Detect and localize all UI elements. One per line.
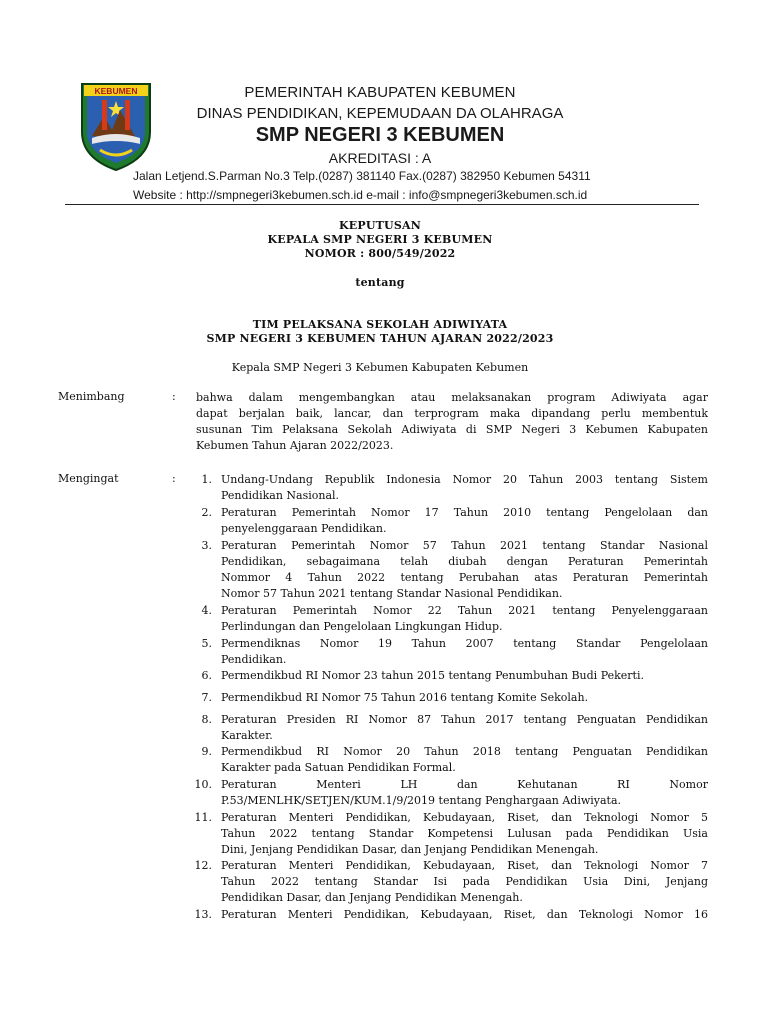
item-line: Pendidikan Nasional.: [221, 489, 340, 502]
item-number: 1.: [201, 473, 212, 486]
item-line: Karakter.: [221, 729, 273, 742]
menimbang-colon: :: [172, 390, 176, 403]
item-line: Permendikbud RI Nomor 75 Tahun 2016 tentang Komite Sekolah.: [221, 691, 589, 704]
item-line: Permendikbud RI Nomor 23 tahun 2015 tentang Penumbuhan Budi Pekerti.: [221, 669, 644, 682]
item-line: Pendidikan.: [221, 653, 287, 666]
item-line: Nomor 57 Tahun 2021 tentang Standar Nasional Pendidikan.: [221, 587, 563, 600]
letterhead-accreditation: AKREDITASI : A: [328, 150, 432, 166]
menimbang-paragraph: [196, 390, 708, 454]
item-line: Pendidikan, sebagaimana telah diubah dengan Peraturan Pemerintah: [221, 555, 708, 568]
item-line: Tahun 2022 tentang Standar Kompetensi Lulusan pada Pendidikan Usia: [221, 827, 708, 840]
decree-subject-line1: TIM PELAKSANA SEKOLAH ADIWIYATA: [252, 318, 508, 331]
item-line: Peraturan Menteri LH dan Kehutanan RI Nomor: [221, 778, 708, 791]
item-line: Peraturan Menteri Pendidikan, Kebudayaan, Riset, dan Teknologi Nomor 7: [221, 859, 708, 872]
letterhead-department: DINAS PENDIDIKAN, KEPEMUDAAN DA OLAHRAGA: [196, 105, 564, 122]
item-number: 4.: [201, 604, 212, 617]
decree-issuer-statement: Kepala SMP Negeri 3 Kebumen Kabupaten Kebumen: [231, 361, 529, 374]
item-number: 7.: [201, 691, 212, 704]
decree-heading: KEPUTUSAN: [339, 219, 421, 232]
kebumen-crest-logo: [78, 80, 154, 172]
letterhead-address: Jalan Letjend.S.Parman No.3 Telp.(0287) 381140 Fax.(0287) 382950 Kebumen 54311: [133, 169, 591, 183]
menimbang-line: susunan Tim Pelaksana Sekolah Adiwiyata di SMP Negeri 3 Kebumen Kabupaten: [196, 423, 708, 436]
item-line: Nommor 4 Tahun 2022 tentang Perubahan atas Peraturan Pemerintah: [221, 571, 708, 584]
decree-subject-line2: SMP NEGERI 3 KEBUMEN TAHUN AJARAN 2022/2023: [206, 332, 554, 345]
item-number: 12.: [194, 859, 212, 872]
item-line: Peraturan Pemerintah Nomor 57 Tahun 2021 tentang Standar Nasional: [221, 539, 708, 552]
item-number: 11.: [194, 811, 212, 824]
item-line: penyelenggaraan Pendidikan.: [221, 522, 387, 535]
item-line: Peraturan Pemerintah Nomor 22 Tahun 2021 tentang Penyelenggaraan: [221, 604, 708, 617]
item-number: 13.: [194, 908, 212, 921]
item-line: Undang-Undang Republik Indonesia Nomor 20 Tahun 2003 tentang Sistem: [221, 473, 708, 486]
item-line: Peraturan Menteri Pendidikan, Kebudayaan, Riset, dan Teknologi Nomor 16: [221, 908, 708, 921]
item-line: Peraturan Presiden RI Nomor 87 Tahun 2017 tentang Penguatan Pendidikan: [221, 713, 708, 726]
item-line: P.53/MENLHK/SETJEN/KUM.1/9/2019 tentang Penghargaan Adiwiyata.: [221, 794, 622, 807]
letterhead-school-name: SMP NEGERI 3 KEBUMEN: [255, 124, 505, 146]
decree-tentang: tentang: [355, 276, 405, 289]
item-line: Perlindungan dan Pengelolaan Lingkungan Hidup.: [221, 620, 503, 633]
logo-text: KEBUMEN: [94, 86, 138, 96]
item-line: Tahun 2022 tentang Standar Isi pada Pendidikan Usia Dini, Jenjang: [221, 875, 708, 888]
item-line: Peraturan Menteri Pendidikan, Kebudayaan, Riset, dan Teknologi Nomor 5: [221, 811, 708, 824]
item-line: Dini, Jenjang Pendidikan Dasar, dan Jenjang Pendidikan Menengah.: [221, 843, 599, 856]
item-number: 8.: [201, 713, 212, 726]
item-line: Permendikbud RI Nomor 20 Tahun 2018 tentang Penguatan Pendidikan: [221, 745, 708, 758]
letterhead-government: PEMERINTAH KABUPATEN KEBUMEN: [244, 84, 516, 101]
decree-number: NOMOR : 800/549/2022: [304, 247, 456, 260]
decree-issuer-heading: KEPALA SMP NEGERI 3 KEBUMEN: [267, 233, 493, 246]
letterhead-divider: [65, 204, 699, 205]
menimbang-line: dapat berjalan baik, lancar, dan terprogram maka dipandang perlu membentuk: [196, 407, 708, 420]
mengingat-label: Mengingat: [58, 472, 119, 485]
item-number: 9.: [201, 745, 212, 758]
menimbang-line: Kebumen Tahun Ajaran 2022/2023.: [196, 439, 394, 452]
item-line: Pendidikan Dasar, dan Jenjang Pendidikan Menengah.: [221, 891, 523, 904]
menimbang-label: Menimbang: [58, 390, 125, 403]
item-number: 3.: [201, 539, 212, 552]
item-line: Karakter pada Satuan Pendidikan Formal.: [221, 761, 456, 774]
menimbang-line: bahwa dalam mengembangkan atau melaksanakan program Adiwiyata agar: [196, 391, 708, 404]
letterhead-web-email: Website : http://smpnegeri3kebumen.sch.id e-mail : info@smpnegeri3kebumen.sch.id: [133, 188, 588, 202]
item-number: 6.: [201, 669, 212, 682]
item-number: 2.: [201, 506, 212, 519]
item-number: 10.: [194, 778, 212, 791]
item-number: 5.: [201, 637, 212, 650]
item-line: Peraturan Pemerintah Nomor 17 Tahun 2010 tentang Pengelolaan dan: [221, 506, 708, 519]
mengingat-colon: :: [172, 472, 176, 485]
item-line: Permendiknas Nomor 19 Tahun 2007 tentang Standar Pengelolaan: [221, 637, 708, 650]
